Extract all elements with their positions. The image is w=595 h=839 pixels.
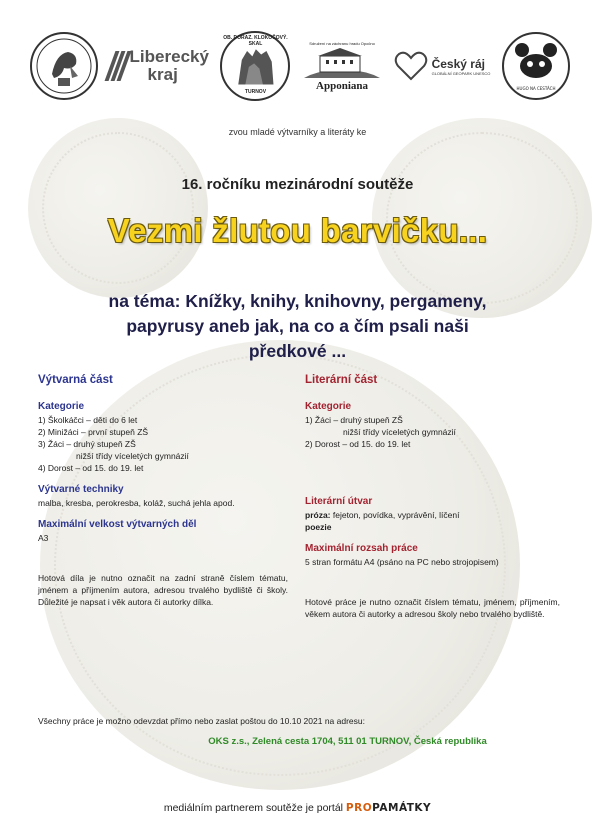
lion-crest-icon	[34, 36, 94, 96]
apponiana-name: Apponiana	[316, 79, 369, 92]
liberecky-kraj-logo	[110, 48, 209, 84]
portal-pamatky: PAMÁTKY	[372, 802, 432, 814]
art-categories	[38, 401, 288, 474]
literary-categories-heading: Kategorie	[305, 401, 352, 412]
competition-title: Vezmi žlutou barvičku...	[107, 212, 488, 249]
theme-line-3: předkové ...	[248, 341, 347, 361]
literary-section	[305, 374, 560, 620]
literary-size	[305, 543, 560, 568]
liberec-line1: Liberecký	[129, 47, 209, 66]
prose-text: fejeton, povídka, vyprávění, líčení	[330, 510, 460, 520]
cesky-raj-name: Český ráj	[431, 56, 485, 71]
prose-label: próza:	[305, 510, 331, 520]
okks-ring-text: OB. DORAZ. KLOKOČOVÝ. SKAL	[223, 35, 288, 47]
literary-form-prose	[305, 509, 560, 521]
art-submission-note: Hotová díla je nutno označit na zadní straně číslem tématu, jménem a příjmením autora, adresou trvalého bydliště či školy. Důležité je napsat i věk autora či autorky dílka.	[38, 573, 288, 607]
art-category-3: 3) Žáci – druhý stupeň ZŠ	[38, 439, 136, 449]
invite-text: zvou mladé výtvarníky a literáty ke	[228, 127, 367, 137]
hugo-text: HUGO NA CESTÁCH	[516, 86, 556, 91]
liberec-line2: kraj	[147, 65, 178, 84]
literary-size-text: 5 stran formátu A4 (psáno na PC nebo strojopisem)	[305, 557, 499, 567]
art-category-4: 4) Dorost – od 15. do 19. let	[38, 463, 144, 473]
literary-category-1-note: nižší třídy víceletých gymnázií	[343, 427, 456, 437]
theme-line-1: na téma: Knížky, knihy, knihovny, pergameny,	[108, 291, 487, 311]
literary-form-poetry: poezie	[305, 522, 332, 532]
hugo-logo	[502, 32, 570, 100]
theme-block	[0, 289, 595, 364]
cesky-raj-logo	[394, 51, 491, 81]
art-size-text: A3	[38, 533, 49, 543]
slashes-icon	[110, 51, 126, 81]
theme-line-2: papyrusy aneb jak, na co a čím psali naši	[126, 316, 469, 336]
literary-section-title: Literární část	[305, 374, 378, 386]
literary-category-1: 1) Žáci – druhý stupeň ZŠ	[305, 415, 403, 425]
literary-form-heading: Literární útvar	[305, 496, 373, 507]
apponiana-logo	[302, 41, 382, 92]
hugo-bear-icon	[506, 36, 566, 96]
okks-logo	[220, 31, 290, 101]
art-category-1: 1) Školkáčci – děti do 6 let	[38, 415, 138, 425]
art-category-2: 2) Minižáci – první stupeň ZŠ	[38, 427, 149, 437]
art-categories-heading: Kategorie	[38, 401, 85, 412]
competition-edition: 16. ročníku mezinárodní soutěže	[181, 176, 414, 193]
literary-categories	[305, 401, 560, 450]
heart-icon	[394, 51, 428, 81]
art-techniques	[38, 484, 288, 509]
art-techniques-text: malba, kresba, perokresba, koláž, suchá jehla apod.	[38, 498, 235, 508]
portal-pro: PRO	[345, 802, 373, 814]
apponiana-tiny-text: Sdružení na záchranu hradu Opočno	[309, 40, 375, 46]
literary-size-heading: Maximální rozsah práce	[305, 543, 418, 554]
art-section	[38, 374, 288, 608]
art-category-3-note: nižší třídy víceletých gymnázií	[76, 451, 189, 461]
partner-logos	[30, 28, 570, 104]
literary-category-2: 2) Dorost – od 15. do 19. let	[305, 439, 411, 449]
art-size-heading: Maximální velkost výtvarných děl	[38, 519, 197, 530]
media-partner	[0, 802, 595, 814]
art-techniques-heading: Výtvarné techniky	[38, 484, 124, 495]
send-instructions: Všechny práce je možno odevzdat přímo nebo zaslat poštou do 10.10 2021 na adresu:	[38, 716, 365, 726]
lion-crest-logo	[30, 32, 98, 100]
coin-watermark-top-left	[28, 118, 208, 298]
literary-submission-note: Hotové práce je nutno označit číslem tématu, jménem, příjmením, věkem autora či autorky a adresou školy nebo trvalého bydliště.	[305, 597, 560, 619]
postal-address-text: OKS z.s., Zelená cesta 1704, 511 01 TURNOV, Česká republika	[208, 736, 487, 747]
art-section-title: Výtvarná část	[38, 374, 113, 386]
media-partner-text: mediálním partnerem soutěže je portál	[163, 802, 346, 814]
literary-form	[305, 496, 560, 533]
postal-address	[50, 736, 595, 747]
cesky-raj-sub: GLOBÁLNÍ GEOPARK UNESCO	[431, 70, 491, 76]
okks-bottom-text: TURNOV	[244, 89, 267, 95]
rocks-icon	[233, 44, 277, 88]
castle-icon	[302, 46, 382, 80]
art-size	[38, 519, 288, 544]
